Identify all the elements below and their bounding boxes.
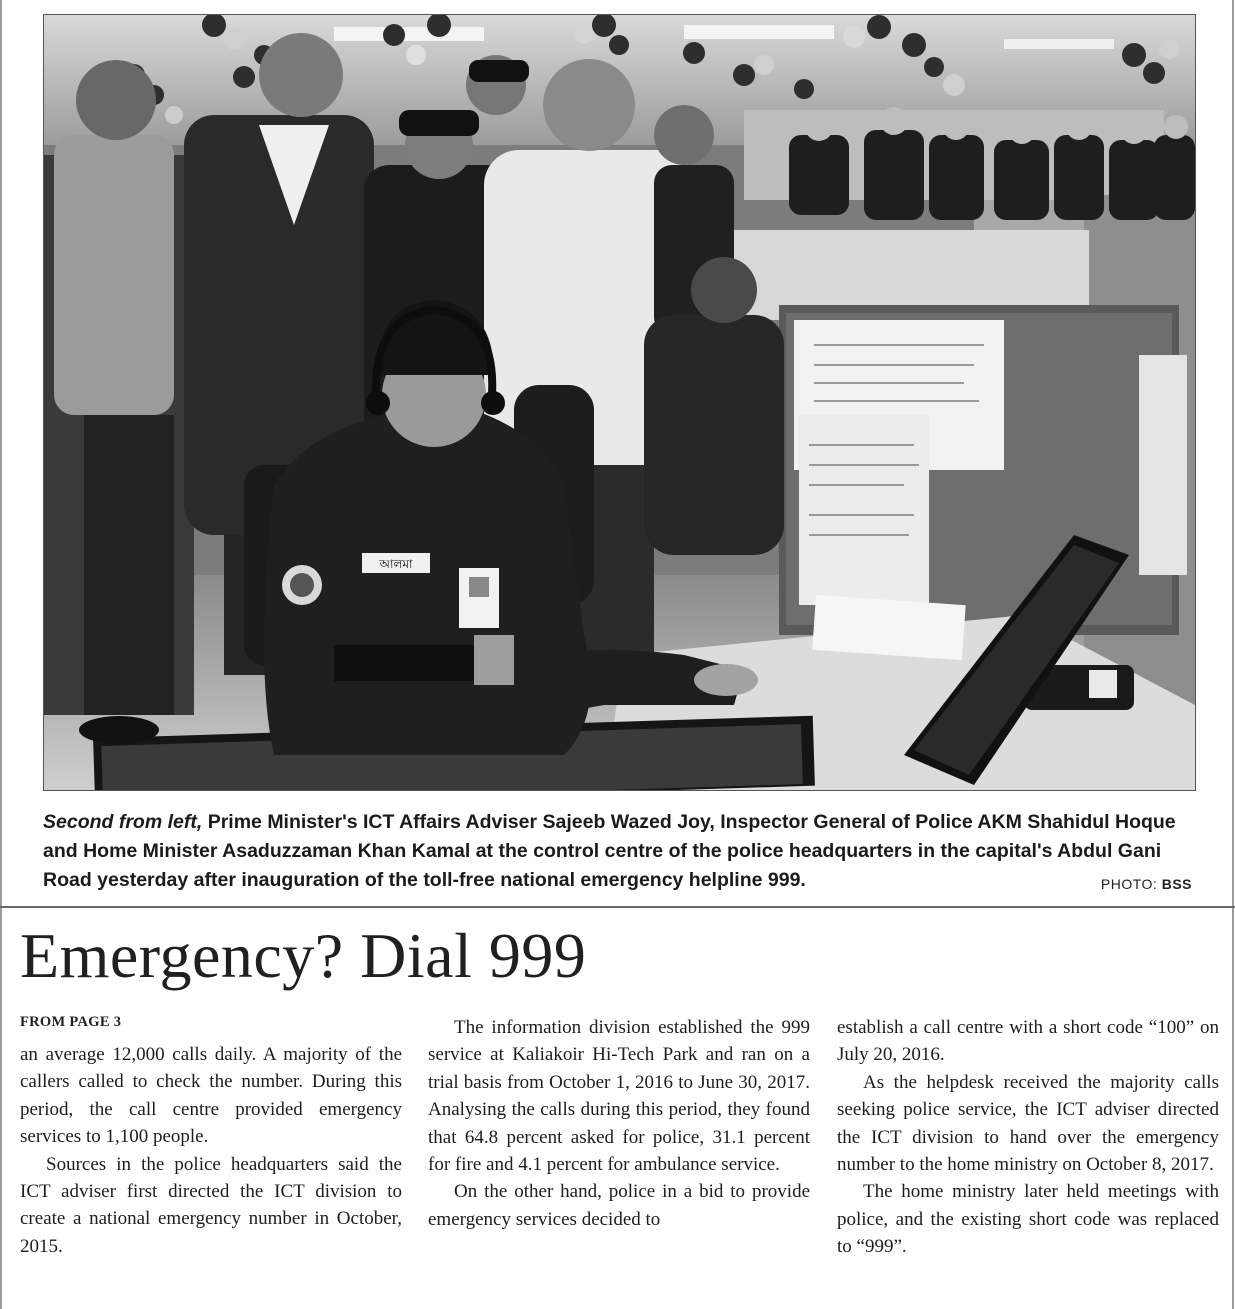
paragraph: an average 12,000 calls daily. A majority of the callers called to check the number. During this period, the call centre provided emergency services to 1,100 people.: [20, 1044, 402, 1148]
headline: Emergency? Dial 999: [20, 920, 587, 991]
paragraph: The information division established the 999 service at Kaliakoir Hi-Tech Park and ran on a trial basis from October 1, 2016 to June 30, 2017. Analysing the calls during this period, they found that 64.8 percent asked for police, 31.1 percent for fire and 4.1 percent for ambulance service.: [428, 1017, 810, 1176]
officer-name-badge: আলমা: [379, 557, 413, 571]
paragraph: establish a call centre with a short code “100” on July 20, 2016.: [837, 1017, 1219, 1066]
news-photo: [43, 14, 1196, 791]
caption-text: Prime Minister's ICT Affairs Adviser Sajeeb Wazed Joy, Inspector General of Police AKM Shahidul Hoque and Home Minister Asaduzzaman Khan Kamal at the control centre of the police headquarters in the capital's Abdul Gani Road yesterday after inauguration of the toll-free national emergency helpline 999.: [43, 811, 1176, 891]
photo-caption: [43, 808, 1193, 895]
paragraph: Sources in the police headquarters said the ICT adviser first directed the ICT division to create a national emergency number in October, 2015.: [20, 1153, 402, 1257]
column-rule-right: [1232, 0, 1234, 1309]
caption-lead: Second from left,: [43, 811, 203, 833]
paragraph: The home ministry later held meetings with police, and the existing short code was replaced to “999”.: [837, 1181, 1219, 1258]
credit-source: BSS: [1161, 876, 1192, 892]
article-column-2: [428, 1014, 810, 1233]
from-page-label: FROM PAGE 3: [20, 1014, 122, 1030]
paragraph: As the helpdesk received the majority calls seeking police service, the ICT adviser directed the ICT division to hand over the emergency number to the home ministry on October 8, 2017.: [837, 1071, 1219, 1176]
article-column-3: [837, 1014, 1219, 1261]
photo-credit: [1101, 876, 1192, 892]
section-divider: [0, 906, 1235, 908]
article-column-1: [20, 1041, 402, 1260]
column-rule-left: [0, 0, 2, 1309]
credit-prefix: PHOTO:: [1100, 876, 1162, 892]
paragraph: On the other hand, police in a bid to provide emergency services decided to: [428, 1181, 810, 1230]
